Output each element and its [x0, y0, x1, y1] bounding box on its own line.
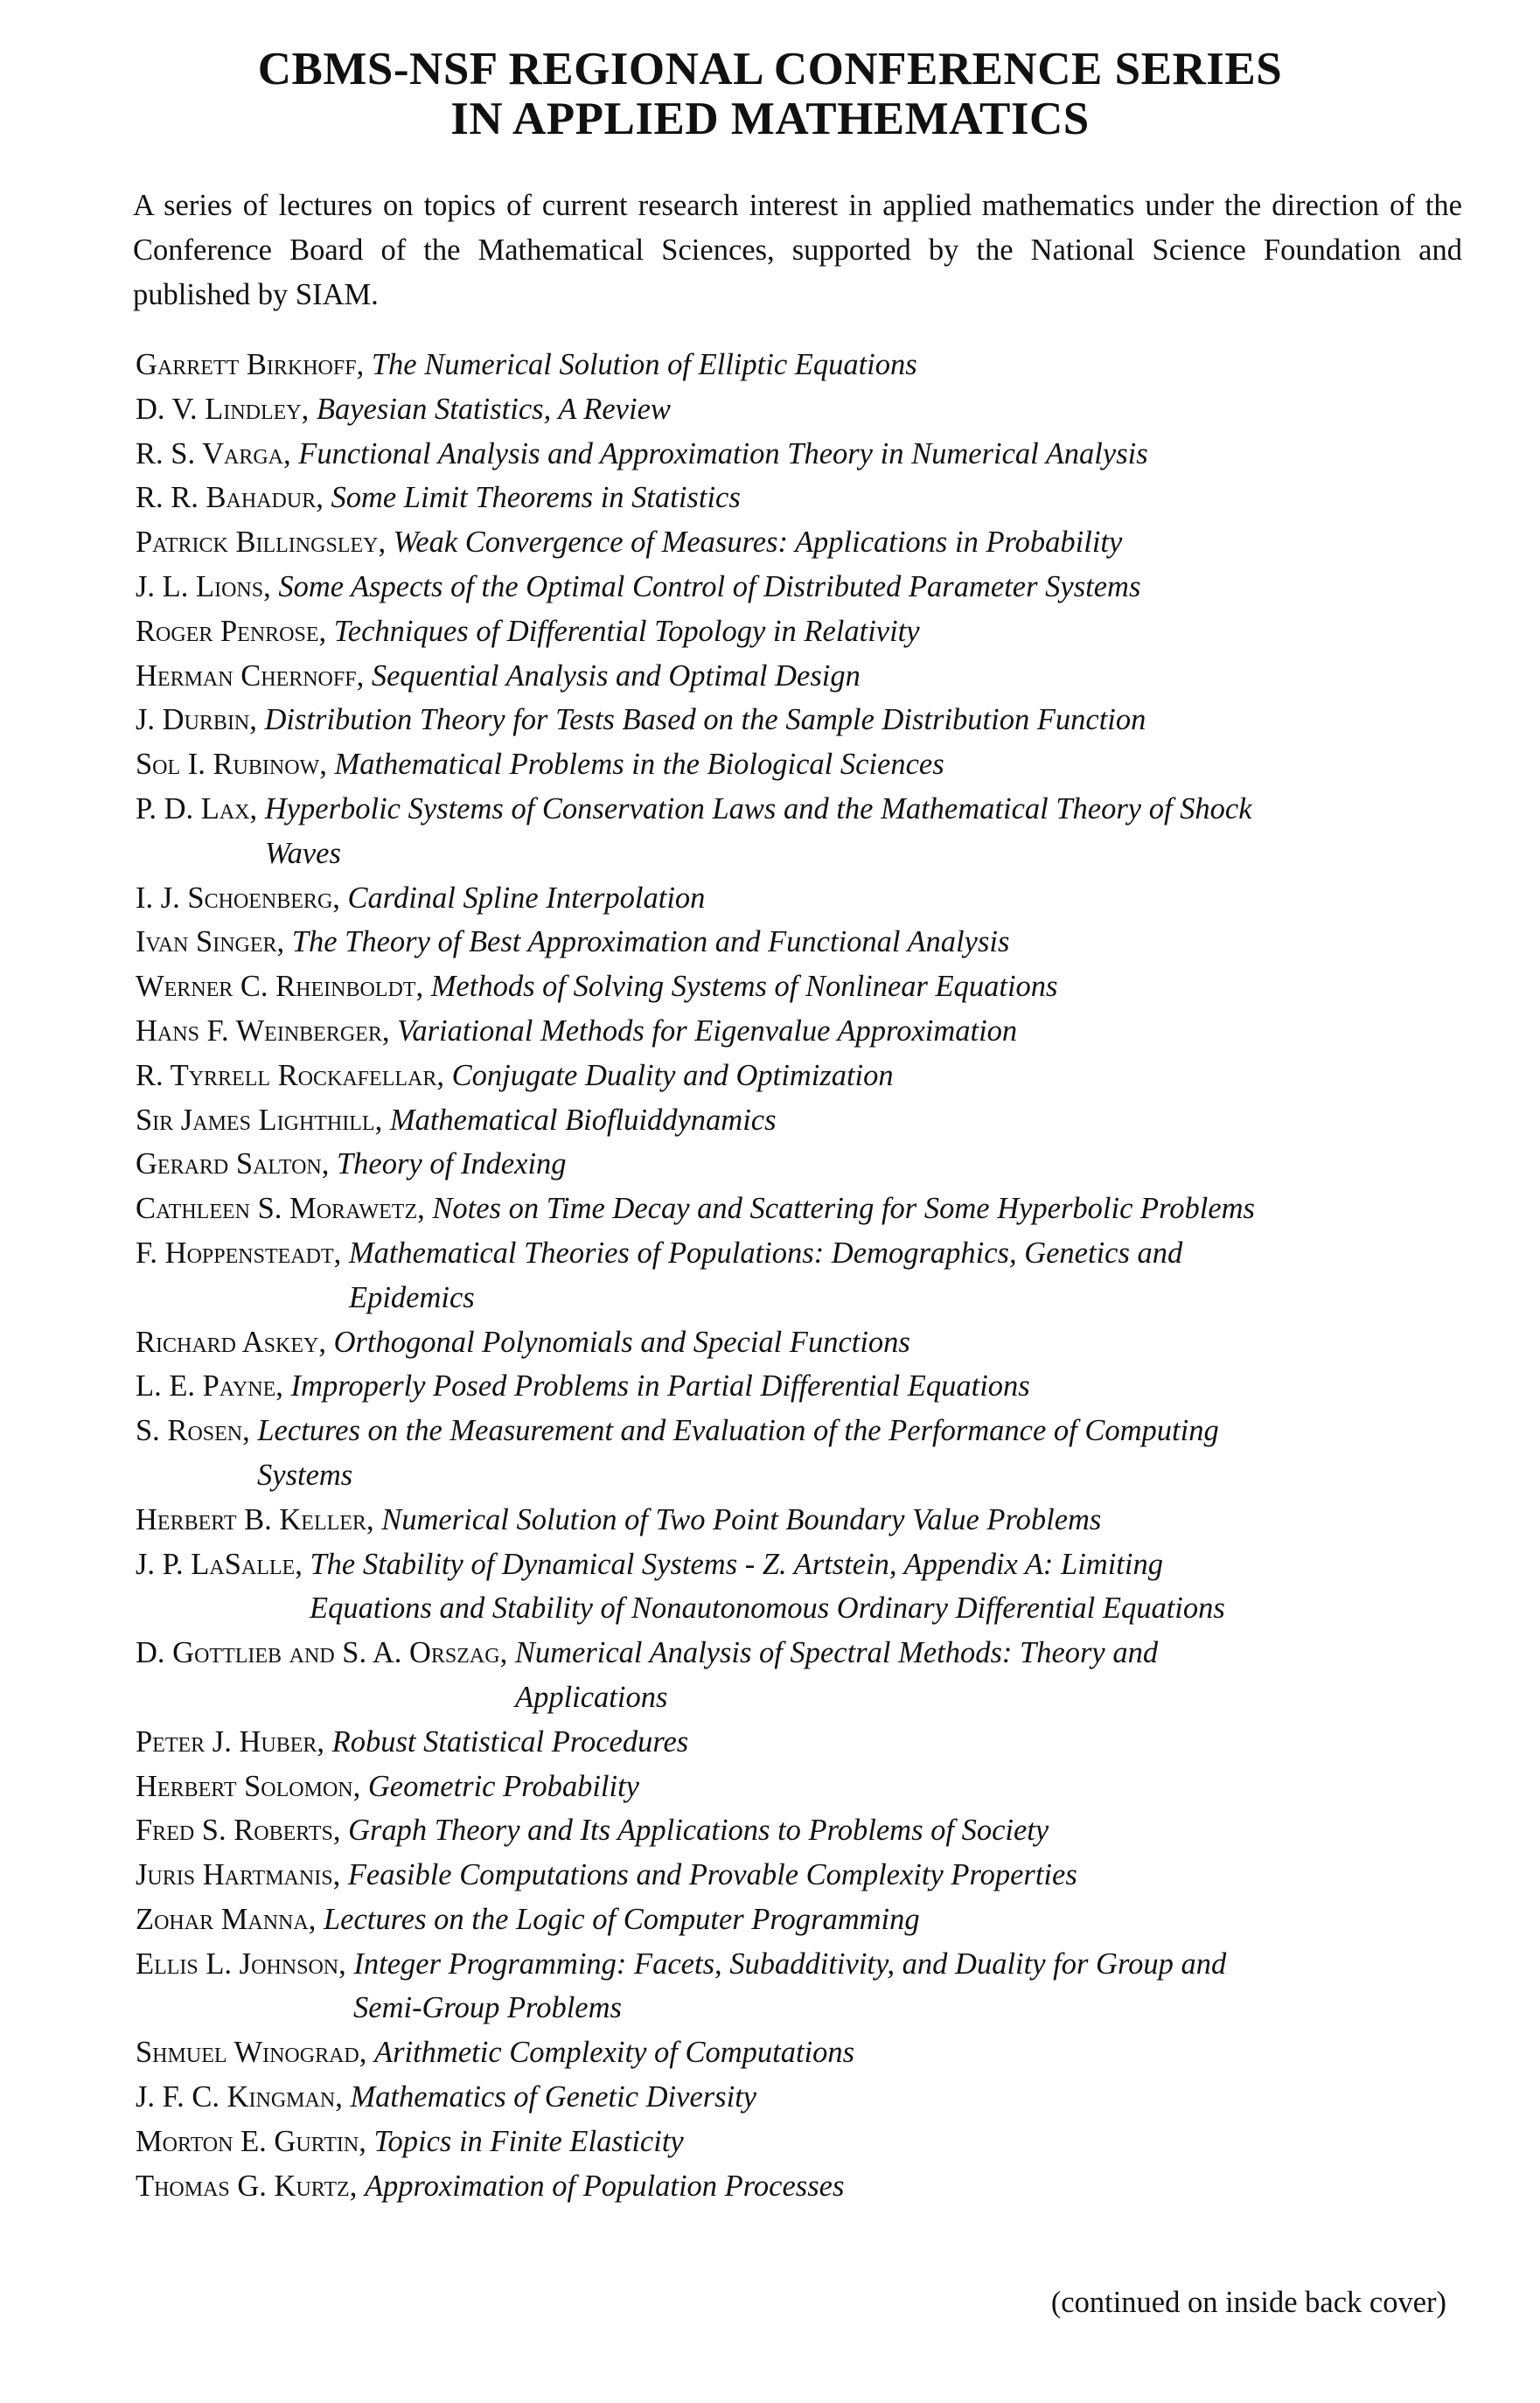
- entry-title: Orthogonal Polynomials and Special Functions: [333, 1325, 910, 1359]
- series-entry: [136, 1231, 1430, 1320]
- series-entry: [136, 1498, 1430, 1543]
- entry-author: Shmuel Winograd: [136, 2036, 359, 2070]
- series-entry: [136, 1942, 1430, 2031]
- entry-separator: ,: [242, 1414, 258, 1448]
- entry-title: Distribution Theory for Tests Based on the Sample Distribution Function: [264, 703, 1146, 737]
- entry-title: Robust Statistical Procedures: [331, 1724, 689, 1759]
- entry-separator: ,: [321, 1147, 337, 1181]
- entry-title: The Theory of Best Approximation and Functional Analysis: [291, 925, 1010, 959]
- entry-separator: ,: [318, 1325, 334, 1359]
- entry-title: Mathematical Problems in the Biological Sciences: [334, 748, 944, 782]
- entry-author: Richard Askey: [136, 1325, 319, 1359]
- series-entry: [136, 476, 1430, 520]
- entry-title-continued: Epidemics: [349, 1280, 475, 1314]
- entry-separator: ,: [499, 1636, 515, 1670]
- entry-separator: ,: [333, 1236, 349, 1270]
- entry-author: Morton E. Gurtin: [136, 2124, 359, 2158]
- entry-author: Patrick Billingsley: [136, 526, 379, 560]
- entry-author: R. S. Varga: [136, 436, 283, 470]
- entry-author: R. Tyrrell Rockafellar: [136, 1058, 437, 1092]
- entry-title: Lectures on the Measurement and Evaluation of the Performance of Computing: [257, 1414, 1219, 1448]
- entry-author: Juris Hartmanis: [136, 1858, 333, 1892]
- entry-author: I. J. Schoenberg: [136, 881, 333, 915]
- entry-separator: ,: [249, 791, 265, 825]
- series-entry: [136, 654, 1430, 699]
- entry-author: Herbert B. Keller: [136, 1502, 366, 1536]
- entry-title: Techniques of Differential Topology in Relativity: [333, 614, 920, 648]
- entry-separator: ,: [275, 1369, 291, 1403]
- entry-author: Garrett Birkhoff: [136, 348, 357, 381]
- entry-title: Weak Convergence of Measures: Applications in Probability: [393, 526, 1123, 560]
- entry-title: Notes on Time Decay and Scattering for Some Hyperbolic Problems: [432, 1192, 1255, 1226]
- entry-separator: ,: [319, 748, 335, 782]
- entry-title: Theory of Indexing: [337, 1147, 567, 1181]
- series-entry: [136, 343, 1430, 387]
- entry-title: Hyperbolic Systems of Conservation Laws and the Mathematical Theory of Shock: [264, 791, 1252, 825]
- entry-author: L. E. Payne: [136, 1369, 276, 1403]
- entry-separator: ,: [335, 2080, 351, 2114]
- series-entry: [136, 1808, 1430, 1853]
- entry-author: Sol I. Rubinow: [136, 748, 320, 782]
- entry-title-continued: Applications: [515, 1680, 668, 1714]
- entry-author: R. R. Bahadur: [136, 481, 317, 515]
- series-entry: [136, 1187, 1430, 1231]
- series-entry: [136, 2030, 1430, 2075]
- entry-title: Numerical Analysis of Spectral Methods: Theory and: [514, 1636, 1159, 1670]
- entry-separator: ,: [374, 1103, 390, 1137]
- entry-separator: ,: [338, 1947, 354, 1981]
- entry-separator: ,: [332, 1814, 349, 1848]
- series-entry: [136, 787, 1430, 876]
- entry-separator: ,: [276, 925, 292, 959]
- series-entry: [136, 742, 1430, 787]
- entry-separator: ,: [263, 569, 279, 603]
- entry-title: Sequential Analysis and Optimal Design: [371, 658, 861, 693]
- entry-separator: ,: [249, 703, 265, 737]
- entry-title: Integer Programming: Facets, Subadditivity, and Duality for Group and: [353, 1947, 1227, 1981]
- entry-author: Peter J. Huber: [136, 1724, 317, 1759]
- series-entry: [136, 920, 1430, 965]
- entry-title: The Numerical Solution of Elliptic Equations: [371, 348, 917, 381]
- entry-author: Zohar Manna: [136, 1902, 309, 1936]
- entry-separator: ,: [436, 1058, 452, 1092]
- series-entry: [136, 698, 1430, 742]
- entry-title: Improperly Posed Problems in Partial Differential Equations: [290, 1369, 1030, 1403]
- series-entry: [136, 1409, 1430, 1498]
- entry-title-continued: Semi-Group Problems: [353, 1991, 622, 2025]
- entry-author: J. F. C. Kingman: [136, 2080, 336, 2114]
- series-entry: [136, 1054, 1430, 1098]
- entry-separator: ,: [381, 1013, 398, 1048]
- series-entry: [136, 1364, 1430, 1409]
- series-list: [136, 343, 1430, 2208]
- entry-title: Cardinal Spline Interpolation: [347, 881, 706, 915]
- series-entry: [136, 1098, 1430, 1143]
- entry-separator: ,: [301, 392, 317, 426]
- series-entry: [136, 2164, 1430, 2209]
- entry-author: Ivan Singer: [136, 925, 277, 959]
- series-entry: [136, 520, 1430, 565]
- entry-separator: ,: [359, 2124, 374, 2158]
- entry-separator: ,: [349, 2169, 365, 2203]
- entry-author: Thomas G. Kurtz: [136, 2169, 350, 2203]
- entry-separator: ,: [295, 1547, 310, 1581]
- entry-separator: ,: [316, 481, 331, 515]
- entry-separator: ,: [332, 881, 348, 915]
- entry-author: D. V. Lindley: [136, 392, 302, 426]
- entry-title: Variational Methods for Eigenvalue Approximation: [397, 1013, 1018, 1048]
- entry-title: Graph Theory and Its Applications to Problems of Society: [348, 1814, 1049, 1848]
- series-entry: [136, 1543, 1430, 1632]
- series-entry: [136, 1765, 1430, 1809]
- entry-title-continued: Waves: [265, 836, 341, 870]
- entry-author: Gerard Salton: [136, 1147, 322, 1181]
- entry-author: J. Durbin: [136, 703, 250, 737]
- entry-title: Topics in Finite Elasticity: [373, 2124, 684, 2158]
- entry-separator: ,: [359, 2036, 374, 2070]
- entry-separator: ,: [317, 1724, 332, 1759]
- entry-title: Lectures on the Logic of Computer Programming: [323, 1902, 920, 1936]
- entry-separator: ,: [378, 526, 394, 560]
- entry-separator: ,: [366, 1502, 382, 1536]
- entry-author: Herman Chernoff: [136, 658, 357, 693]
- entry-author: Fred S. Roberts: [136, 1814, 333, 1848]
- series-entry: [136, 1720, 1430, 1765]
- entry-author: Hans F. Weinberger: [136, 1013, 382, 1048]
- entry-author: Werner C. Rheinboldt: [136, 970, 416, 1004]
- series-description: A series of lectures on topics of current research interest in applied mathematics under the direction of the Conference Board of the Mathematical Sciences, supported by the National Science Foundation and published by SIAM.: [133, 189, 1462, 311]
- entry-title: Mathematics of Genetic Diversity: [350, 2080, 757, 2114]
- entry-separator: ,: [417, 1192, 433, 1226]
- entry-author: F. Hoppensteadt: [136, 1236, 334, 1270]
- entry-separator: ,: [352, 1769, 368, 1803]
- entry-separator: ,: [318, 614, 334, 648]
- entry-title: Arithmetic Complexity of Computations: [374, 2036, 855, 2070]
- series-entry: [136, 1009, 1430, 1054]
- entry-separator: ,: [332, 1858, 348, 1892]
- entry-title-continued: Equations and Stability of Nonautonomous Ordinary Differential Equations: [310, 1592, 1225, 1626]
- entry-title: Some Limit Theorems in Statistics: [331, 481, 741, 515]
- entry-author: S. Rosen: [136, 1414, 243, 1448]
- entry-author: J. L. Lions: [136, 569, 264, 603]
- entry-title: Mathematical Biofluiddynamics: [389, 1103, 777, 1137]
- entry-title: Numerical Solution of Two Point Boundary Value Problems: [381, 1502, 1102, 1536]
- series-entry: [136, 1320, 1430, 1365]
- entry-separator: ,: [283, 436, 299, 470]
- series-entry: [136, 1898, 1430, 1942]
- entry-author: Ellis L. Johnson: [136, 1947, 339, 1981]
- entry-title: Approximation of Population Processes: [364, 2169, 845, 2203]
- continued-note: (continued on inside back cover): [1050, 2286, 1446, 2319]
- entry-author: Herbert Solomon: [136, 1769, 353, 1803]
- entry-separator: ,: [308, 1902, 324, 1936]
- entry-author: J. P. LaSalle: [136, 1547, 296, 1581]
- entry-author: Cathleen S. Morawetz: [136, 1192, 418, 1226]
- entry-author: Sir James Lighthill: [136, 1103, 375, 1137]
- entry-title: Methods of Solving Systems of Nonlinear Equations: [430, 970, 1058, 1004]
- entry-title: Some Aspects of the Optimal Control of Distributed Parameter Systems: [278, 569, 1141, 603]
- entry-separator: ,: [415, 970, 431, 1004]
- series-title-line-2: IN APPLIED MATHEMATICS: [450, 94, 1090, 144]
- entry-author: D. Gottlieb and S. A. Orszag: [136, 1636, 500, 1670]
- entry-title: Conjugate Duality and Optimization: [451, 1058, 894, 1092]
- entry-title: The Stability of Dynamical Systems - Z. Artstein, Appendix A: Limiting: [310, 1547, 1163, 1581]
- series-entry: [136, 1142, 1430, 1187]
- series-entry: [136, 1853, 1430, 1898]
- entry-title: Mathematical Theories of Populations: Demographics, Genetics and: [348, 1236, 1183, 1270]
- series-entry: [136, 432, 1430, 477]
- series-entry: [136, 2075, 1430, 2120]
- series-entry: [136, 2120, 1430, 2164]
- series-entry: [136, 565, 1430, 609]
- entry-author: P. D. Lax: [136, 791, 250, 825]
- entry-author: Roger Penrose: [136, 614, 319, 648]
- series-entry: [136, 609, 1430, 654]
- series-entry: [136, 965, 1430, 1009]
- entry-separator: ,: [356, 658, 372, 693]
- series-entry: [136, 387, 1430, 432]
- entry-title: Bayesian Statistics, A Review: [316, 392, 671, 426]
- entry-title: Geometric Probability: [367, 1769, 639, 1803]
- series-entry: [136, 1631, 1430, 1720]
- series-title-line-1: CBMS-NSF REGIONAL CONFERENCE SERIES: [257, 44, 1283, 94]
- entry-separator: ,: [356, 348, 372, 381]
- series-entry: [136, 876, 1430, 921]
- entry-title-continued: Systems: [257, 1458, 353, 1492]
- entry-title: Feasible Computations and Provable Complexity Properties: [347, 1858, 1077, 1892]
- entry-title: Functional Analysis and Approximation Theory in Numerical Analysis: [298, 436, 1148, 470]
